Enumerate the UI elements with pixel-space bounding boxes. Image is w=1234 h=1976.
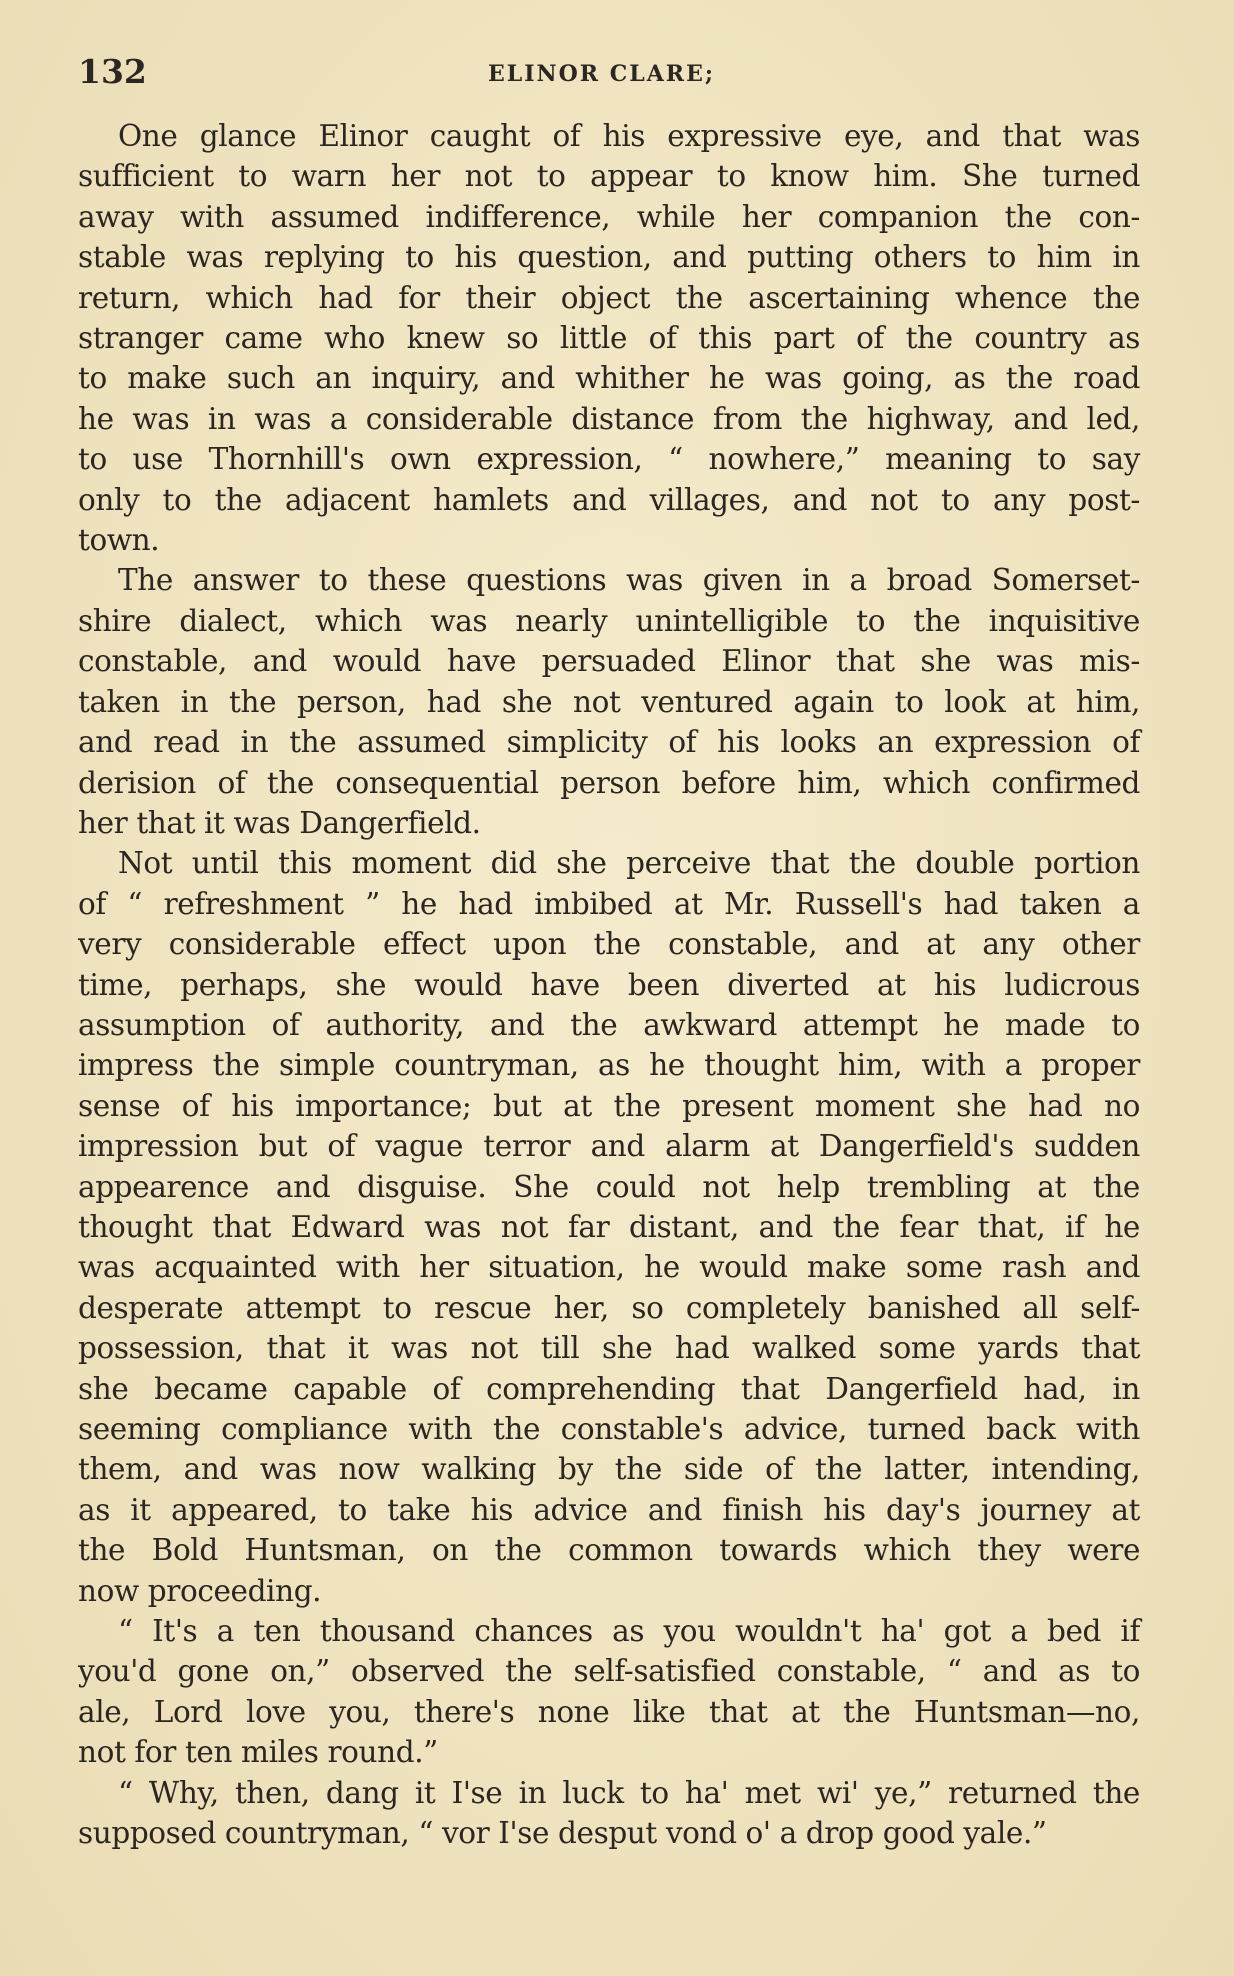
text-line: of “ refreshment ” he had imbibed at Mr. Russell's had taken a [78,886,1140,921]
text-line: The answer to these questions was given in a broad Somerset- [118,563,1140,598]
text-line: desperate attempt to rescue her, so completely banished all self- [78,1290,1140,1325]
text-line: you'd gone on,” observed the self-satisfied constable, “ and as to [78,1654,1140,1689]
text-line: stranger came who knew so little of this part of the country as [78,321,1140,356]
text-line: Not until this moment did she perceive that the double portion [118,846,1140,881]
paragraph-4 [78,1611,1140,1773]
text-line: her that it was Dangerfield. [78,805,481,840]
text-line: seeming compliance with the constable's advice, turned back with [78,1412,1140,1446]
body-text [78,116,1140,1853]
paragraph-1 [78,116,1140,560]
text-line: assumption of authority, and the awkward attempt he made to [78,1007,1140,1042]
text-line: supposed countryman, “ vor I'se desput vond o' a drop good yale.” [78,1816,1047,1851]
text-line: sufficient to warn her not to appear to know him. She turned [78,159,1140,194]
text-line: to make such an inquiry, and whither he was going, as the road [78,361,1140,396]
running-head: ELINOR CLARE; [488,61,715,87]
text-line: to use Thornhill's own expression, “ nowhere,” meaning to say [78,442,1140,477]
paragraph-5 [78,1773,1140,1854]
text-line: away with assumed indifference, while her companion the con- [78,199,1140,234]
text-line: only to the adjacent hamlets and villages, and not to any post- [78,482,1140,517]
text-line: appearence and disguise. She could not help trembling at the [78,1169,1140,1204]
text-line: shire dialect, which was nearly unintelligible to the inquisitive [78,603,1140,638]
text-line: constable, and would have persuaded Elinor that she was mis- [78,644,1140,679]
text-line: derision of the consequential person before him, which confirmed [78,765,1140,800]
text-line: time, perhaps, she would have been diverted at his ludicrous [78,967,1140,1002]
text-line: sense of his importance; but at the present moment she had no [78,1088,1140,1123]
text-line: them, and was now walking by the side of the latter, intending, [78,1452,1140,1487]
text-line: now proceeding. [78,1573,322,1608]
text-line: stable was replying to his question, and putting others to him in [78,240,1140,275]
text-line: return, which had for their object the ascertaining whence the [78,280,1140,315]
page-header [78,50,1138,94]
text-line: taken in the person, had she not ventured again to look at him, [78,684,1140,719]
text-line: One glance Elinor caught of his expressive eye, and that was [118,119,1140,153]
text-line: he was in was a considerable distance from the highway, and led, [78,401,1140,436]
text-line: very considerable effect upon the constable, and at any other [78,927,1140,962]
page-number: 132 [78,52,147,91]
text-line: as it appeared, to take his advice and finish his day's journey at [78,1492,1140,1527]
text-line: not for ten miles round.” [78,1735,438,1770]
text-line: and read in the assumed simplicity of his looks an expression of [78,725,1140,760]
text-line: she became capable of comprehending that Dangerfield had, in [78,1371,1140,1406]
text-line: “ It's a ten thousand chances as you wouldn't ha' got a bed if [118,1614,1140,1649]
paragraph-3 [78,843,1140,1611]
text-line: ale, Lord love you, there's none like that at the Huntsman—no, [78,1694,1140,1729]
paragraph-2 [78,560,1140,843]
text-line: thought that Edward was not far distant, and the fear that, if he [78,1209,1140,1244]
text-line: impression but of vague terror and alarm at Dangerfield's sudden [78,1129,1140,1164]
text-line: town. [78,523,160,558]
text-line: possession, that it was not till she had walked some yards that [78,1331,1140,1366]
text-line: impress the simple countryman, as he thought him, with a proper [78,1048,1140,1083]
text-line: “ Why, then, dang it I'se in luck to ha' met wi' ye,” returned the [118,1775,1140,1810]
text-line: the Bold Huntsman, on the common towards which they were [78,1533,1140,1568]
text-line: was acquainted with her situation, he would make some rash and [78,1250,1140,1285]
